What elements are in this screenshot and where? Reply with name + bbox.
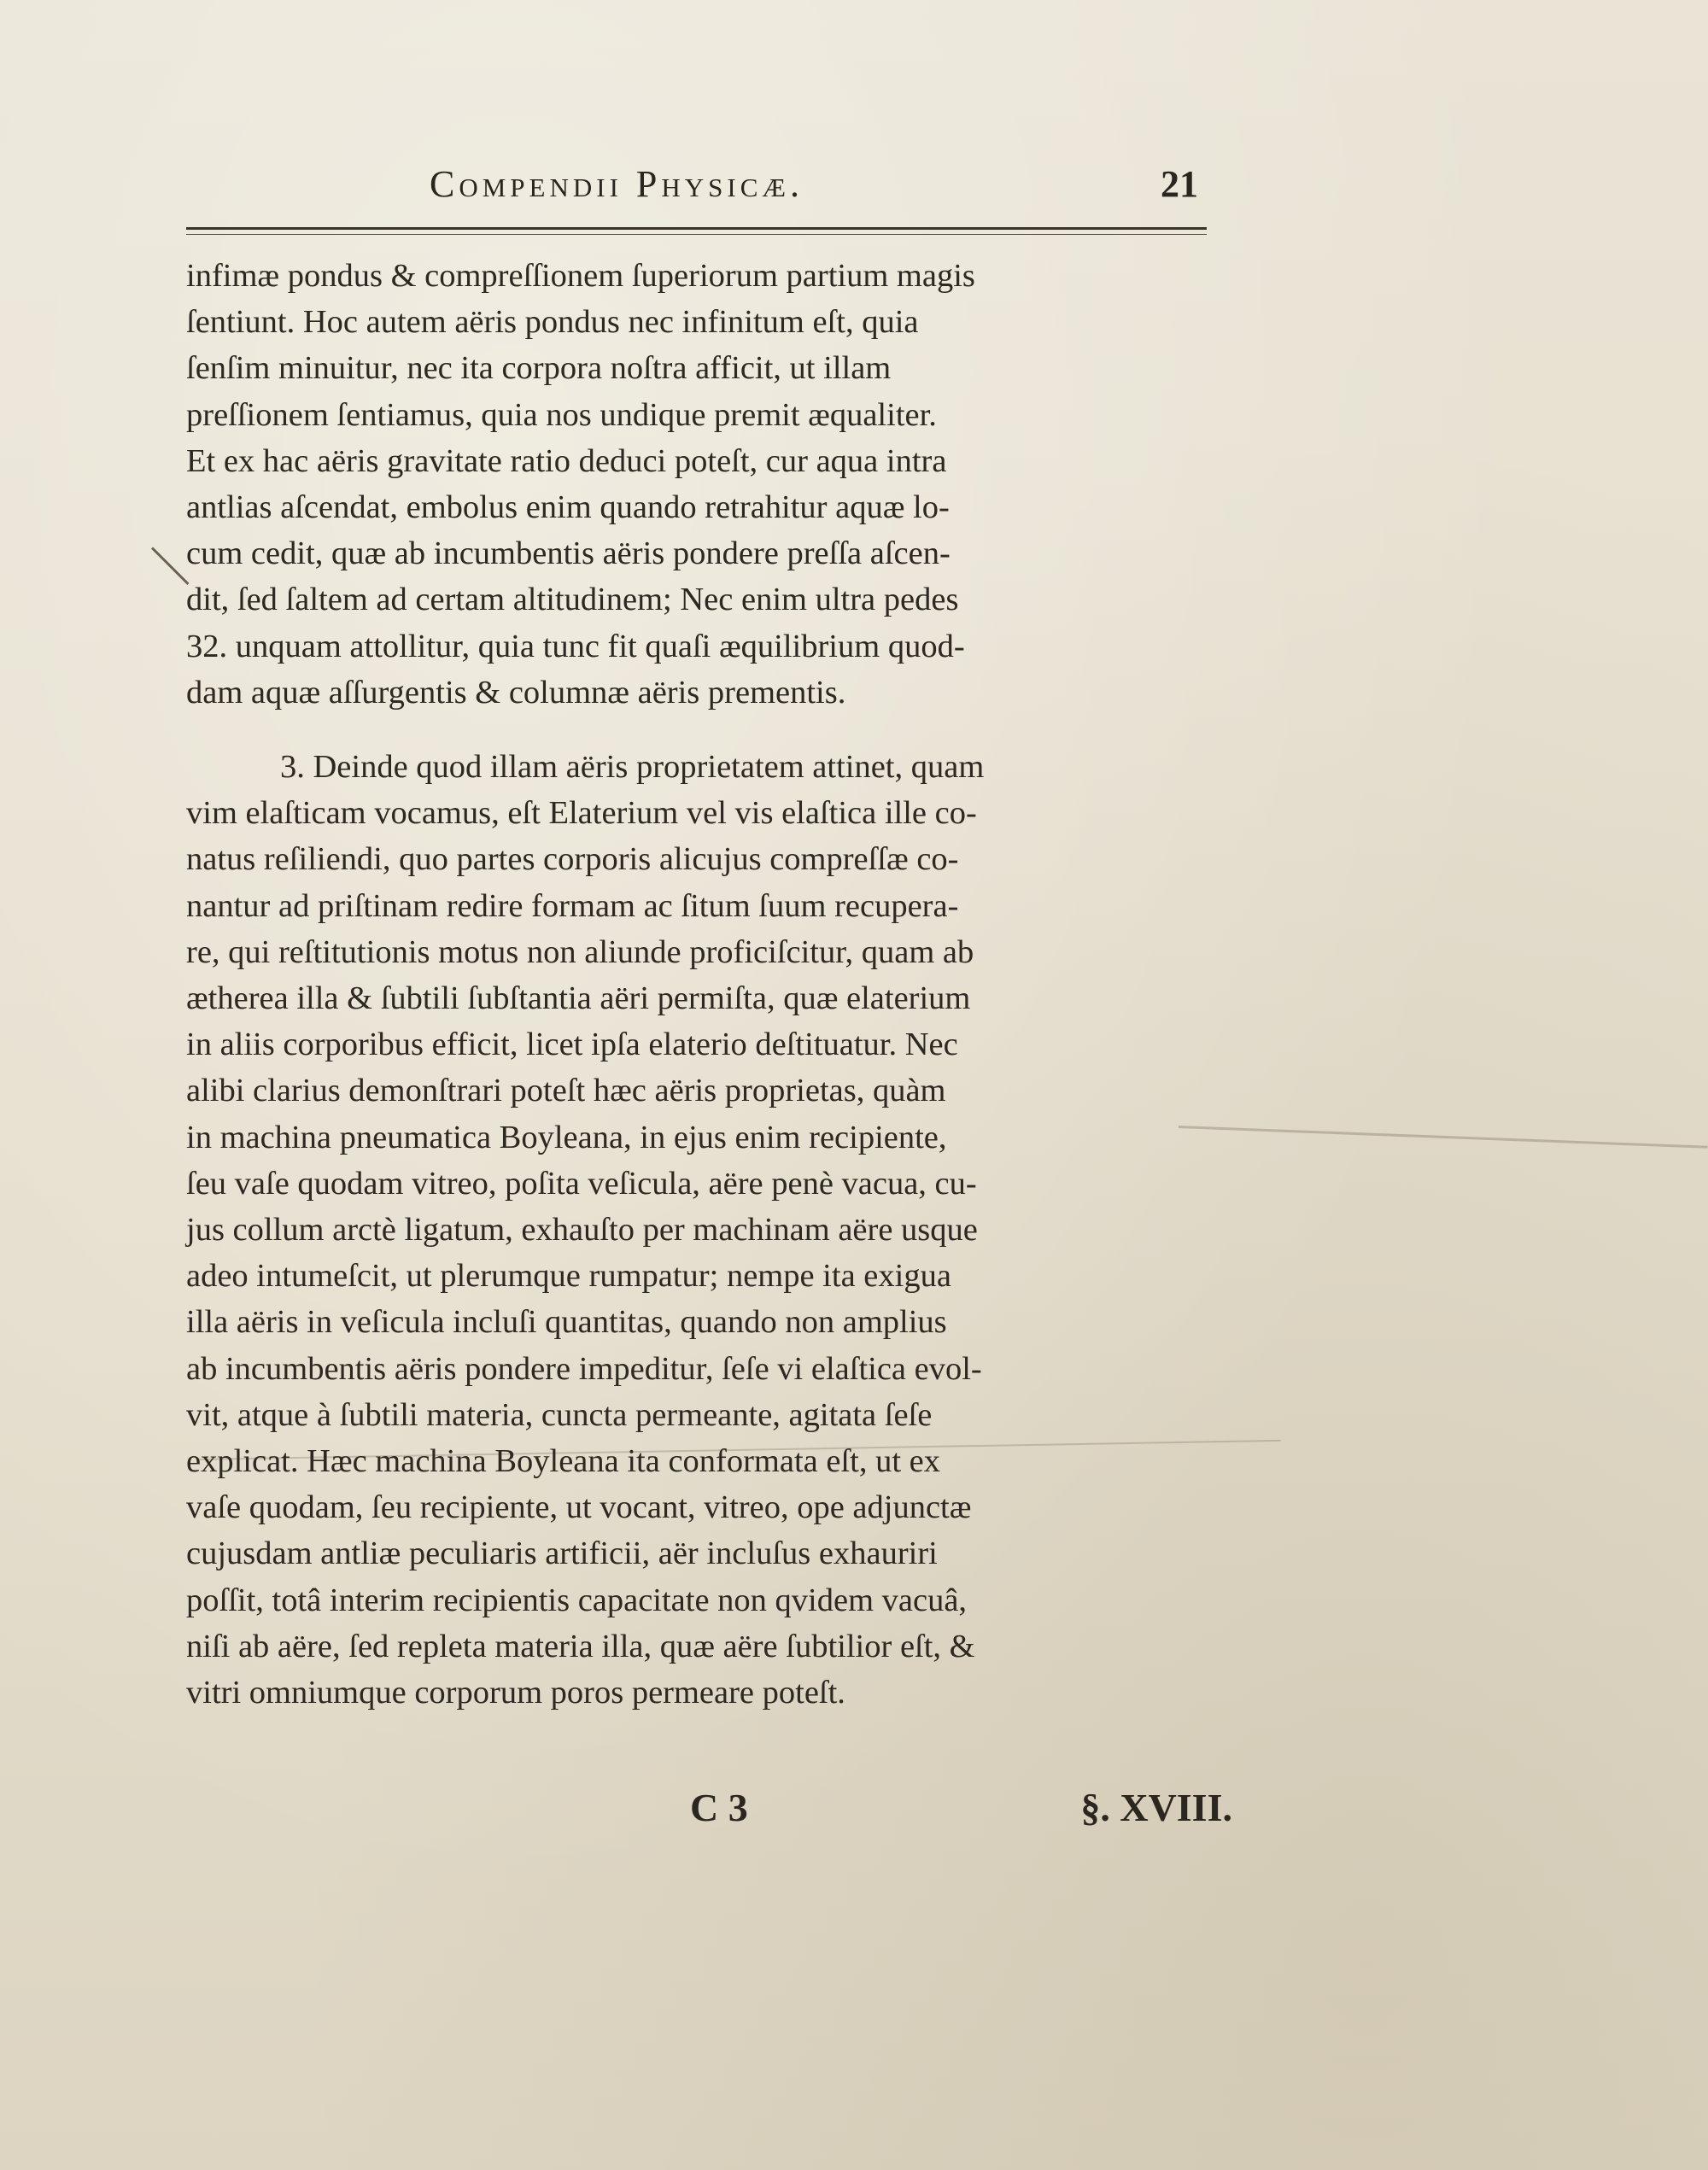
text-line: adeo intumeſcit, ut plerumque rumpatur; nempe ita exigua <box>186 1258 951 1295</box>
text-line: niſi ab aëre, ſed repleta materia illa, quæ aëre ſubtilior eſt, & <box>186 1628 975 1664</box>
text-line: jus collum arctè ligatum, exhauſto per machinam aëre usque <box>186 1212 978 1249</box>
signature-mark: C 3 <box>690 1786 748 1829</box>
text-line: cujusdam antliæ peculiaris artificii, aër incluſus exhauriri <box>186 1535 938 1572</box>
catchword: §. XVIII. <box>1080 1786 1232 1829</box>
text-line: ab incumbentis aëris pondere impeditur, ſeſe vi elaſtica evol- <box>186 1350 982 1387</box>
text-line: infimæ pondus & compreſſionem ſuperiorum partium magis <box>186 258 975 294</box>
page-number: 21 <box>1161 163 1198 205</box>
margin-mark <box>151 547 190 585</box>
text-line: 3. Deinde quod illam aëris proprietatem attinet, quam <box>280 749 985 785</box>
text-line: vim elaſticam vocamus, eſt Elaterium vel vis elaſtica ille co- <box>186 795 977 832</box>
text-line: explicat. Hæc machina Boyleana ita conformata eſt, ut ex <box>186 1443 941 1480</box>
paragraph-2 <box>186 744 1232 1716</box>
text-line: antlias aſcendat, embolus enim quando retrahitur aquæ lo- <box>186 489 950 526</box>
text-line: poſſit, totâ interim recipientis capacitate non qvidem vacuâ, <box>186 1582 968 1618</box>
text-line: illa aëris in veſicula incluſi quantitas, quando non amplius <box>186 1304 947 1341</box>
text-line: vitri omniumque corporum poros permeare poteſt. <box>186 1675 845 1711</box>
text-line: vaſe quodam, ſeu recipiente, ut vocant, vitreo, ope adjunctæ <box>186 1489 972 1526</box>
text-line: preſſionem ſentiamus, quia nos undique premit æqualiter. <box>186 396 937 433</box>
page-header <box>186 162 1207 213</box>
text-line: natus reſiliendi, quo partes corporis alicujus compreſſæ co- <box>186 841 959 878</box>
text-line: nantur ad priſtinam redire formam ac ſitum ſuum recupera- <box>186 887 959 924</box>
paper-fold-line <box>1179 1126 1708 1149</box>
text-line: dam aquæ aſſurgentis & columnæ aëris prementis. <box>186 674 846 711</box>
text-line: ſeu vaſe quodam vitreo, poſita veſicula, aëre penè vacua, cu- <box>186 1165 977 1202</box>
text-line: in aliis corporibus efficit, licet ipſa elaterio deſtituatur. Nec <box>186 1027 958 1063</box>
text-line: ætherea illa & ſubtili ſubſtantia aëri permiſta, quæ elaterium <box>186 980 971 1017</box>
text-line: vit, atque à ſubtili materia, cuncta permeante, agitata ſeſe <box>186 1396 933 1433</box>
text-line: dit, ſed ſaltem ad certam altitudinem; Nec enim ultra pedes <box>186 582 959 618</box>
header-rule <box>186 227 1207 235</box>
text-line: ſentiunt. Hoc autem aëris pondus nec infinitum eſt, quia <box>186 304 919 341</box>
text-line: alibi clarius demonſtrari poteſt hæc aëris proprietas, quàm <box>186 1073 946 1109</box>
page-footer <box>186 1785 1232 1836</box>
text-line: ſenſim minuitur, nec ita corpora noſtra afficit, ut illam <box>186 350 892 387</box>
running-title: Compendii Physicæ. <box>430 163 804 205</box>
paragraph-1 <box>186 253 1232 716</box>
text-line: cum cedit, quæ ab incumbentis aëris pondere preſſa aſcen- <box>186 535 951 572</box>
text-line: 32. unquam attollitur, quia tunc fit quaſi æquilibrium quod- <box>186 628 965 664</box>
text-line: re, qui reſtitutionis motus non aliunde proficiſcitur, quam ab <box>186 933 974 970</box>
text-line: Et ex hac aëris gravitate ratio deduci poteſt, cur aqua intra <box>186 442 947 479</box>
text-line: in machina pneumatica Boyleana, in ejus enim recipiente, <box>186 1119 947 1155</box>
